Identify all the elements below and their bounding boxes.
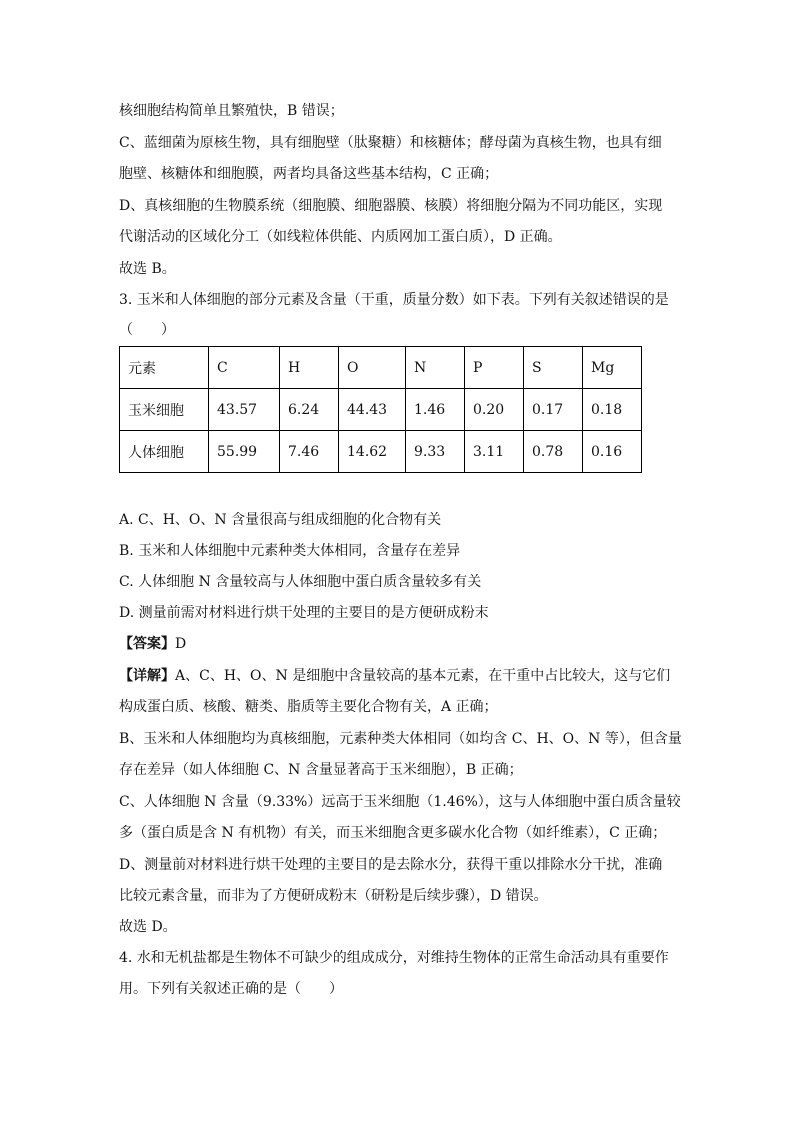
question-3-stem: 3. 玉米和人体细胞的部分元素及含量（干重，质量分数）如下表。下列有关叙述错误的是 (119, 292, 669, 308)
text-line: 故选 B。 (119, 261, 176, 277)
answer-label: 【答案】 (119, 636, 175, 652)
table-cell: 0.20 (465, 389, 524, 431)
table-cell: N (406, 347, 465, 389)
table-cell: 人体细胞 (120, 431, 209, 473)
text-line: 多（蛋白质是含 N 有机物）有关，而玉米细胞含更多碳水化合物（如纤维素），C 正确； (119, 825, 667, 841)
table-cell: S (524, 347, 583, 389)
text-line: D、测量前对材料进行烘干处理的主要目的是去除水分，获得干重以排除水分干扰，准确 (119, 857, 663, 873)
table-cell: H (280, 347, 339, 389)
detail-label: 【详解】 (119, 668, 175, 684)
table-header-row (120, 347, 642, 389)
question-4-stem-cont: 用。下列有关叙述正确的是（ ） (119, 981, 343, 997)
option-b: B. 玉米和人体细胞中元素种类大体相同，含量存在差异 (119, 543, 461, 559)
text-line: B、玉米和人体细胞均为真核细胞，元素种类大体相同（如均含 C、H、O、N 等），但含量 (119, 731, 682, 747)
table-cell: O (339, 347, 406, 389)
table-cell: 14.62 (339, 431, 406, 473)
answer-bracket: （ ） (119, 322, 175, 338)
detail-line (119, 666, 670, 686)
option-c: C. 人体细胞 N 含量较高与人体细胞中蛋白质含量较多有关 (119, 574, 482, 590)
text-line: D、真核细胞的生物膜系统（细胞膜、细胞器膜、核膜）将细胞分隔为不同功能区，实现 (119, 198, 663, 214)
table-cell: 6.24 (280, 389, 339, 431)
option-d: D. 测量前需对材料进行烘干处理的主要目的是方便研成粉末 (119, 605, 489, 621)
option-a: A. C、H、O、N 含量很高与组成细胞的化合物有关 (119, 512, 442, 528)
answer-line (119, 634, 186, 654)
table-cell: 44.43 (339, 389, 406, 431)
table-cell: 玉米细胞 (120, 389, 209, 431)
table-cell: 0.78 (524, 431, 583, 473)
text-line: 胞壁、核糖体和细胞膜，两者均具备这些基本结构，C 正确； (119, 166, 499, 182)
text-line: 构成蛋白质、核酸、糖类、脂质等主要化合物有关，A 正确； (119, 699, 498, 715)
table-row (120, 431, 642, 473)
table-cell: 7.46 (280, 431, 339, 473)
table-cell: 9.33 (406, 431, 465, 473)
question-4-stem: 4. 水和无机盐都是生物体不可缺少的组成成分，对维持生物体的正常生命活动具有重要作 (119, 950, 669, 966)
table-cell: 3.11 (465, 431, 524, 473)
text-line: 存在差异（如人体细胞 C、N 含量显著高于玉米细胞），B 正确； (119, 762, 523, 778)
text-line: 核细胞结构简单且繁殖快，B 错误； (119, 103, 344, 119)
text-line: 故选 D。 (119, 919, 177, 935)
table-cell: 43.57 (209, 389, 280, 431)
table-cell: 元素 (120, 347, 209, 389)
table-cell: 55.99 (209, 431, 280, 473)
table-cell: 0.18 (583, 389, 642, 431)
text-line: C、蓝细菌为原核生物，具有细胞壁（肽聚糖）和核糖体；酵母菌为真核生物，也具有细 (119, 135, 662, 151)
table-cell: 0.16 (583, 431, 642, 473)
table-cell: Mg (583, 347, 642, 389)
text-line: C、人体细胞 N 含量（9.33%）远高于玉米细胞（1.46%），这与人体细胞中蛋白质含量较 (119, 794, 681, 810)
table-cell: C (209, 347, 280, 389)
text-line: 代谢活动的区域化分工（如线粒体供能、内质网加工蛋白质），D 正确。 (119, 229, 562, 245)
table-cell: 0.17 (524, 389, 583, 431)
table-cell: 1.46 (406, 389, 465, 431)
text-line: 比较元素含量，而非为了方便研成粉末（研粉是后续步骤），D 错误。 (119, 888, 548, 904)
detail-text: A、C、H、O、N 是细胞中含量较高的基本元素，在干重中占比较大，这与它们 (175, 668, 671, 684)
element-content-table (119, 346, 642, 473)
table-cell: P (465, 347, 524, 389)
table-row (120, 389, 642, 431)
answer-value: D (175, 636, 187, 652)
